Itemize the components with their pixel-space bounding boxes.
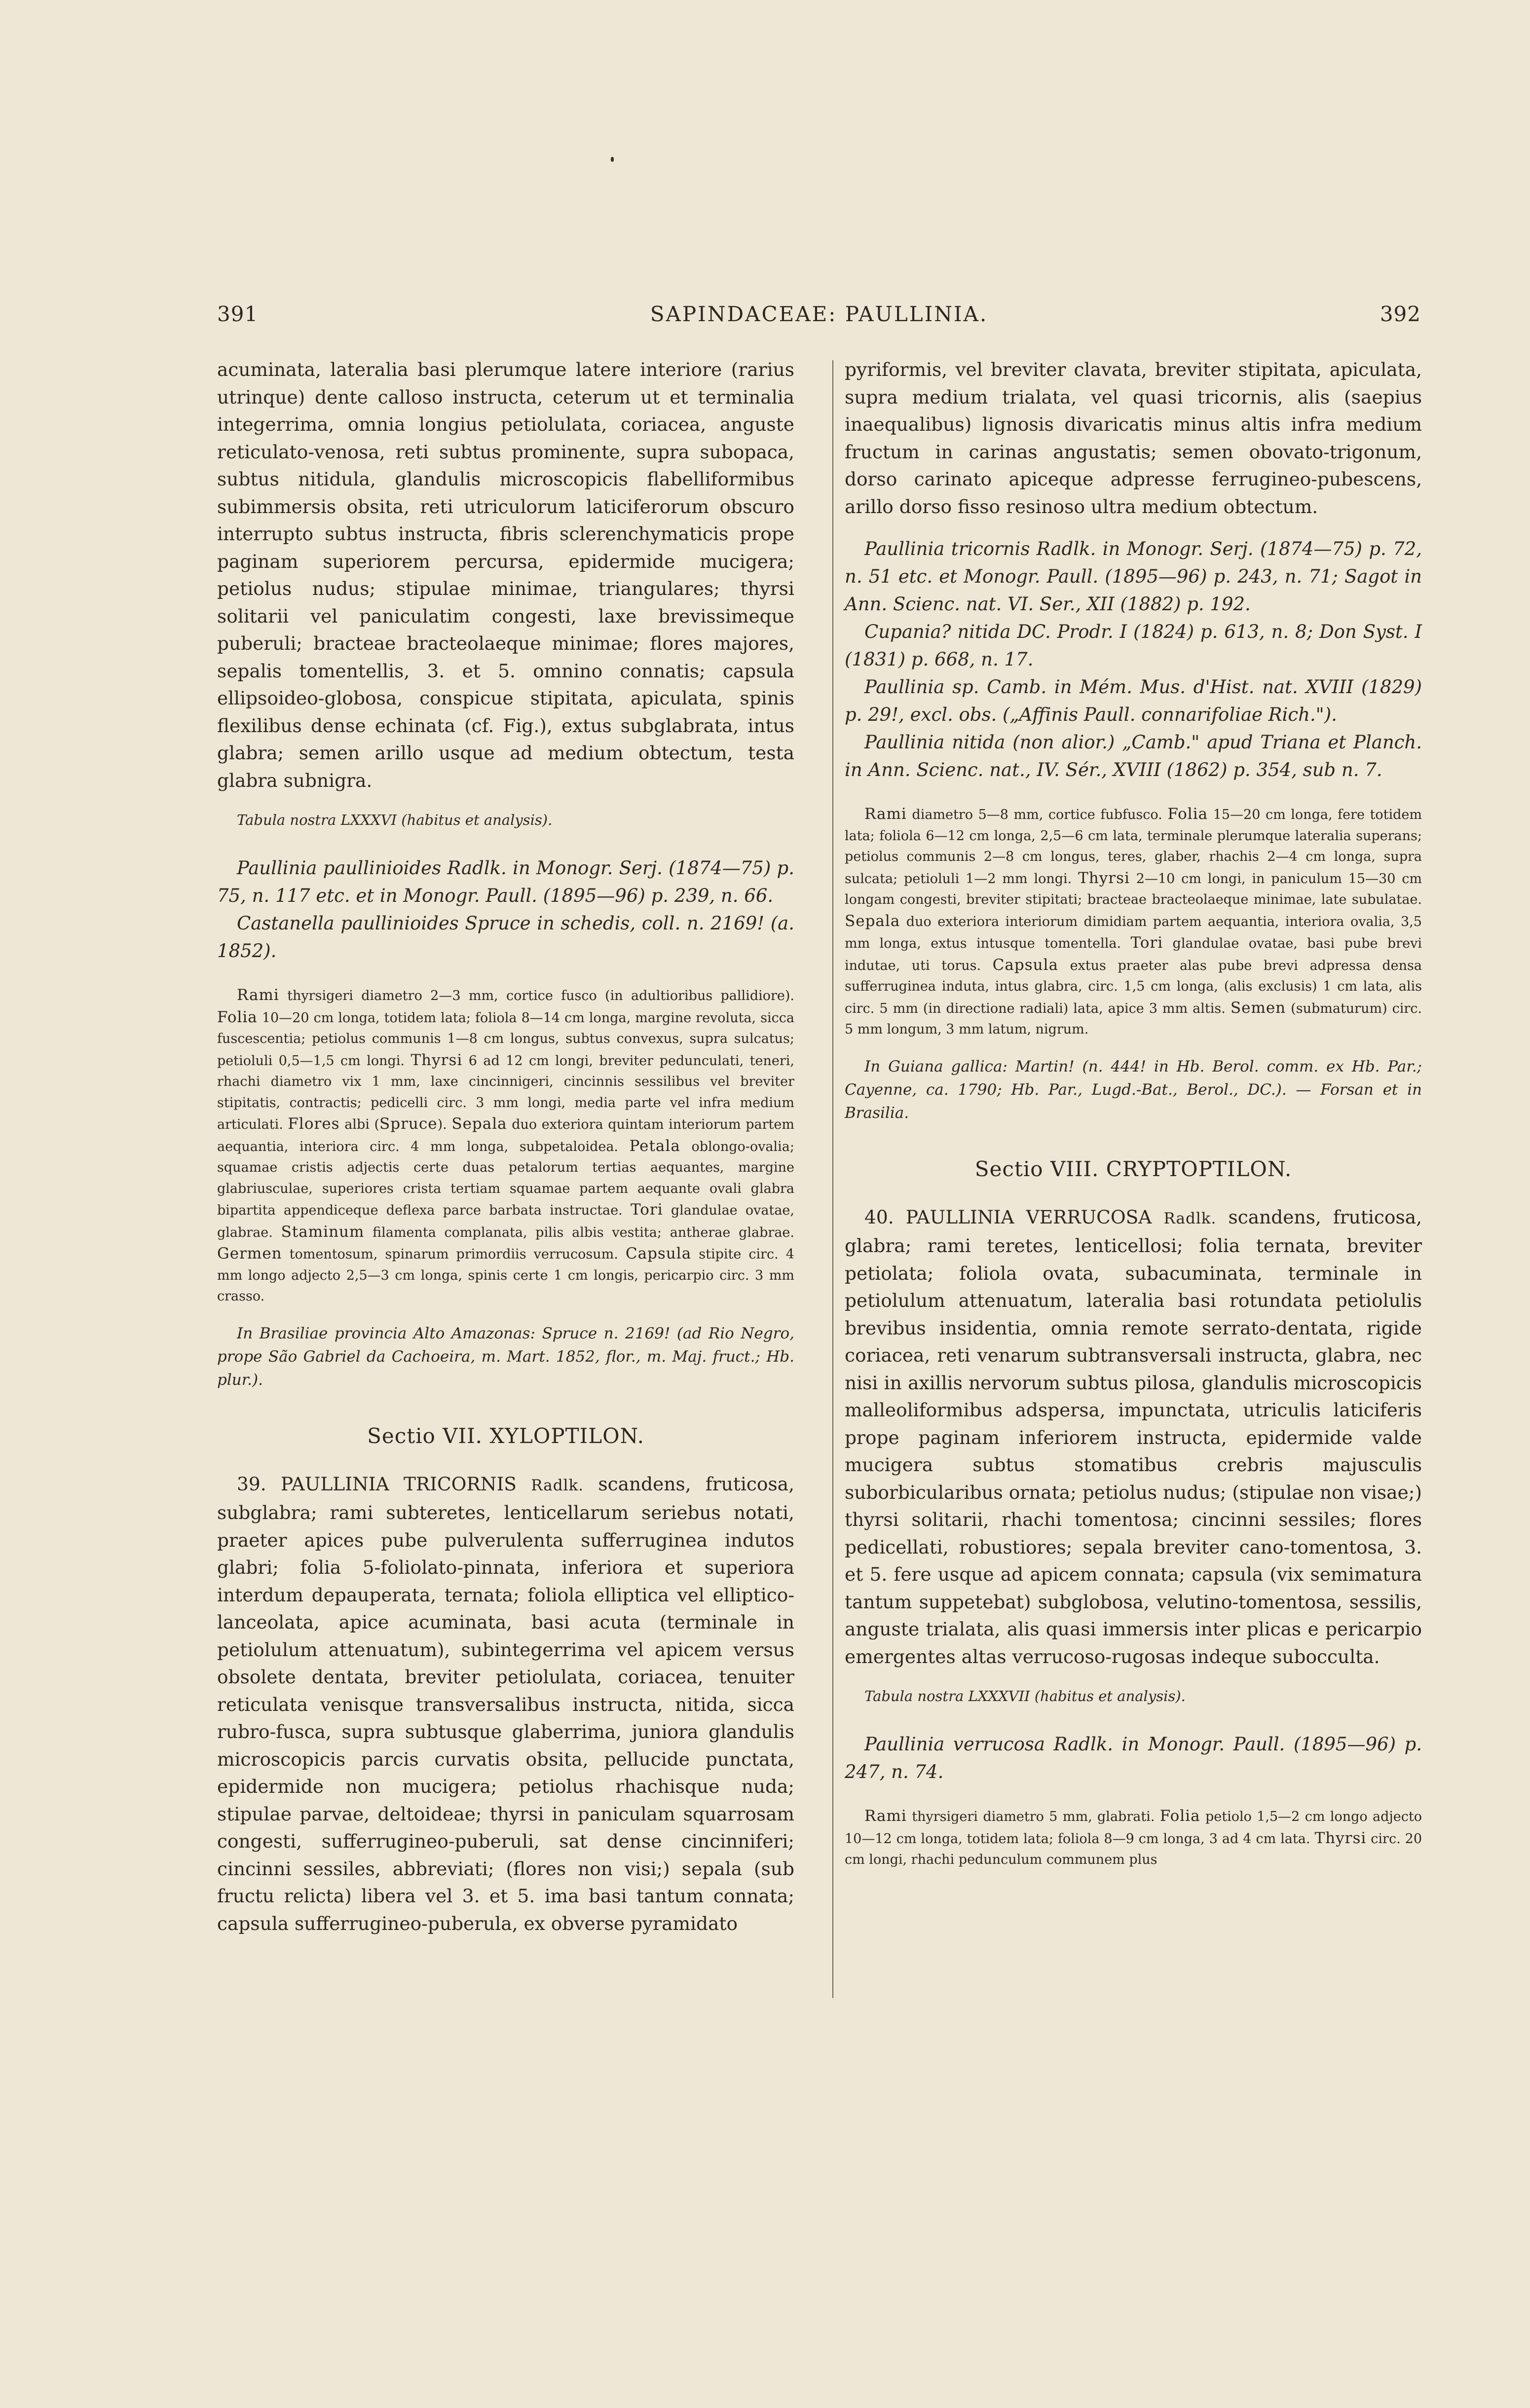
label-folia: Folia <box>1167 805 1208 823</box>
desc-staminum: filamenta complanata, pilis albis vestita; antherae glabrae. <box>364 1224 794 1240</box>
right-column <box>845 356 1422 1886</box>
species-40-description <box>845 1204 1422 1671</box>
left-locality: In Brasiliae provincia Alto Amazonas: Spruce n. 2169! (ad Rio Negro, prope São Gabriel da Cachoeira, m. Mart. 1852, flor., m. Maj. fruct.; Hb. plur.). <box>217 1324 794 1389</box>
left-citations <box>217 854 794 965</box>
desc-germen: tomentosum, spinarum primordiis verrucosum. <box>282 1247 626 1262</box>
desc-flores: albi ( <box>339 1117 380 1132</box>
label-thyrsi: Thyrsi <box>1078 869 1130 887</box>
citation: Paullinia sp. Camb. in Mém. Mus. d'Hist. nat. XVIII (1829) p. 29!, excl. obs. („Affinis Paull. connarifoliae Rich."). <box>845 676 1422 725</box>
right-description <box>845 804 1422 1040</box>
desc-tori: glandulae ovatae, basi pube brevi indutae, uti torus. <box>845 936 1422 973</box>
citation: Paullinia paullinioides Radlk. in Monogr. Serj. (1874—75) p. 75, n. 117 etc. et in Monogr. Paull. (1895—96) p. 239, n. 66. <box>217 857 794 906</box>
column-divider <box>832 360 833 1998</box>
label-petala: Petala <box>629 1137 680 1155</box>
label-thyrsi: Thyrsi <box>410 1051 463 1069</box>
desc-semen: (submaturum) circ. 5 mm longum, 3 mm latum, nigrum. <box>845 1000 1422 1037</box>
label-sepala: Sepala <box>845 912 900 930</box>
left-tabula-caption: Tabula nostra LXXXVI (habitus et analysis). <box>237 812 553 828</box>
desc-folia: 15—20 cm longa, fere totidem lata; foliola 6—12 cm longa, 2,5—6 cm lata, terminale plerumque lateralia superans; petiolus communis 2—8 cm longus, teres, glaber, rhachis 2—4 cm longa, supra sulcata; petioluli 1—2 mm longi. <box>845 807 1422 887</box>
species-40-author: Radlk. <box>1163 1209 1217 1227</box>
label-rami: Rami <box>237 986 279 1004</box>
desc-rami: diametro 5—8 mm, cortice fubfusco. <box>906 807 1168 822</box>
desc-folia: petiolo 1,5—2 cm longo adjecto 10—12 cm longa, totidem lata; foliola 8—9 cm longa, 3 ad 4 cm lata. <box>845 1809 1422 1847</box>
desc-capsula: extus praeter alas pube brevi adpressa densa sufferruginea induta, intus glabra, circ. 1,5 cm longa, (alis exclusis) 1 cm lata, alis circ. 5 mm (in directione radiali) lata, apice 3 mm altis. <box>845 958 1422 1016</box>
species-40-measurements <box>845 1806 1422 1871</box>
desc-sepala: duo exteriora interiorum dimidiam partem aequantia, interiora ovalia, 3,5 mm longa, extus intusque tomentella. <box>845 914 1422 951</box>
citation: Paullinia nitida (non alior.) „Camb." apud Triana et Planch. in Ann. Scienc. nat., IV. Sér., XVIII (1862) p. 354, sub n. 7. <box>845 732 1422 780</box>
page-number-right: 392 <box>1380 302 1421 326</box>
label-semen: Semen <box>1230 999 1286 1017</box>
label-rami: Rami <box>864 805 907 823</box>
label-rami: Rami <box>864 1807 907 1825</box>
desc-thyrsi: 2—10 cm longi, in paniculum 15—30 cm longam congesti, breviter stipitati; bracteae bracteolaeque minimae, late subulatae. <box>845 871 1422 907</box>
desc-capsula: stipite circ. 4 mm longo adjecto 2,5—3 cm longa, spinis certe 1 cm longis, pericarpio circ. 3 mm crasso. <box>217 1247 794 1304</box>
right-tabula-caption: Tabula nostra LXXXVII (habitus et analysis). <box>864 1688 1186 1704</box>
label-flores: Flores <box>288 1115 340 1133</box>
running-title: SAPINDACEAE: PAULLINIA. <box>650 302 988 326</box>
label-sepala: Sepala <box>451 1115 507 1133</box>
desc-rami: thyrsigeri diametro 2—3 mm, cortice fusco (in adultioribus pallidiore). <box>279 988 794 1003</box>
desc-petala: oblongo-ovalia; squamae cristis adjectis certe duas petalorum tertias aequantes, margine glabriusculae, superiores crista tertiam squamae partem aequante ovali glabra bipartita appendiceque deflexa parce barbata instructae. <box>217 1139 794 1218</box>
label-tori: Tori <box>630 1201 663 1219</box>
species-39-author: Radlk. <box>531 1476 584 1494</box>
label-tori: Tori <box>1130 934 1163 952</box>
left-description <box>217 985 794 1307</box>
desc-thyrsi: 6 ad 12 cm longi, breviter pedunculati, teneri, rhachi diametro vix 1 mm, laxe cincinnigeri, cincinnis sessilibus vel breviter stipitatis, contractis; pedicelli circ. 3 mm longi, media parte vel infra medium articulati. <box>217 1053 794 1132</box>
right-citations <box>845 535 1422 784</box>
desc-rami: thyrsigeri diametro 5 mm, glabrati. <box>906 1809 1160 1824</box>
section-title-viii: Sectio VIII. CRYPTOPTILON. <box>974 1156 1292 1181</box>
species-39-description <box>217 1471 794 1938</box>
species-39-number: 39. PAULLINIA TRICORNIS <box>237 1473 531 1495</box>
label-staminum: Staminum <box>281 1223 365 1241</box>
desc-tori: glandulae ovatae, glabrae. <box>217 1203 794 1240</box>
left-column <box>217 356 794 1952</box>
label-capsula: Capsula <box>625 1245 692 1262</box>
desc-flores-end: ). <box>437 1117 452 1132</box>
desc-folia: 10—20 cm longa, totidem lata; foliola 8—14 cm longa, margine revoluta, sicca fuscescentia; petiolus communis 1—8 cm longus, subtus convexus, supra sulcatus; petioluli 0,5—1,5 cm longi. <box>217 1010 794 1069</box>
citation-40: Paullinia verrucosa Radlk. in Monogr. Paull. (1895—96) p. 247, n. 74. <box>845 1734 1422 1782</box>
citation: Castanella paullinioides Spruce in schedis, coll. n. 2169! (a. 1852). <box>217 913 794 962</box>
label-folia: Folia <box>217 1008 258 1026</box>
page-number-left: 391 <box>217 302 259 326</box>
species-40-number: 40. PAULLINIA VERRUCOSA <box>864 1206 1164 1228</box>
label-capsula: Capsula <box>992 956 1058 974</box>
right-paragraph-1: pyriformis, vel breviter clavata, breviter stipitata, apiculata, supra medium trialata, vel quasi tricornis, alis (saepius inaequalibus) lignosis divaricatis minus altis infra medium fructum in carinas angustatis; semen obovato-trigonum, dorso carinato apiceque adpresse ferrugineo-pubescens, arillo dorso fisso resinoso ultra medium obtectum. <box>845 359 1422 518</box>
right-locality: In Guiana gallica: Martin! (n. 444! in Hb. Berol. comm. ex Hb. Par.; Cayenne, ca. 1790; Hb. Par., Lugd.-Bat., Berol., DC.). — Forsan et in Brasilia. <box>845 1057 1422 1122</box>
species-39-text: scandens, fruticosa, subglabra; rami subteretes, lenticellarum seriebus notati, praeter apices pube pulverulenta sufferruginea indutos glabri; folia 5-foliolato-pinnata, inferiora et superiora interdum depauperata, ternata; foliola elliptica vel elliptico-lanceolata, apice acuminata, basi acuta (terminale in petiolulum attenuatum), subintegerrima vel apicem versus obsolete dentata, breviter petiolulata, coriacea, tenuiter reticulata venisque transversalibus instructa, nitida, sicca rubro-fusca, supra subtusque glaberrima, juniora glandulis microscopicis parcis curvatis obsita, pellucide punctata, epidermide non mucigera; petiolus rhachisque nuda; stipulae parvae, deltoideae; thyrsi in paniculam squarrosam congesti, sufferrugineo-puberuli, sat dense cincinniferi; cincinni sessiles, abbreviati; (flores non visi;) sepala (sub fructu relicta) libera vel 3. et 5. ima basi tantum connata; capsula sufferrugineo-puberula, ex obverse pyramidato <box>217 1473 795 1934</box>
label-folia: Folia <box>1159 1807 1200 1825</box>
label-spruce: Spruce <box>379 1115 438 1133</box>
label-germen: Germen <box>217 1245 282 1262</box>
running-head <box>217 302 1421 332</box>
citation: Paullinia tricornis Radlk. in Monogr. Serj. (1874—75) p. 72, n. 51 etc. et Monogr. Paull. (1895—96) p. 243, n. 71; Sagot in Ann. Scienc. nat. VI. Ser., XII (1882) p. 192. <box>845 538 1422 615</box>
desc-sepala: duo exteriora quintam interiorum partem aequantia, interiora circ. 4 mm longa, subpetaloidea. <box>217 1117 794 1154</box>
desc-thyrsi: circ. 20 cm longi, rhachi pedunculum communem plus <box>845 1831 1422 1867</box>
left-paragraph-1: acuminata, lateralia basi plerumque latere interiore (rarius utrinque) dente calloso instructa, ceterum ut et terminalia integerrima, omnia longius petiolulata, coriacea, anguste reticulato-venosa, reti subtus prominente, supra subopaca, subtus nitidula, glandulis microscopicis flabelliformibus subimmersis obsita, reti utriculorum laticiferorum obscuro interrupto subtus instructa, fibris sclerenchymaticis prope paginam superiorem percursa, epidermide mucigera; petiolus nudus; stipulae minimae, triangulares; thyrsi solitarii vel paniculatim congesti, laxe brevissimeque puberuli; bracteae bracteolaeque minimae; flores majores, sepalis tomentellis, 3. et 5. omnino connatis; capsula ellipsoideo-globosa, conspicue stipitata, apiculata, spinis flexilibus dense echinata (cf. Fig.), extus subglabrata, intus glabra; semen arillo usque ad medium obtectum, testa glabra subnigra. <box>217 359 794 791</box>
species-40-text: scandens, fruticosa, glabra; rami teretes, lenticellosi; folia ternata, breviter petiolata; foliola ovata, subacuminata, terminale in petiolulum attenuatum, lateralia basi rotundata petiolulis brevibus insidentia, omnia remote serrato-dentata, rigide coriacea, reti venarum subtransversali instructa, glabra, nec nisi in axillis nervorum subtus pilosa, glandulis microscopicis malleoliformibus adspersa, impunctata, utriculis laticiferis prope paginam inferiorem instructa, epidermide valde mucigera subtus stomatibus crebris majusculis suborbicularibus ornata; petiolus nudus; (stipulae non visae;) thyrsi solitarii, rhachi tomentosa; cincinni sessiles; flores pedicellati, robustiores; sepala breviter cano-tomentosa, 3. et 5. fere usque ad apicem connata; capsula (vix semimatura tantum suppetebat) subglobosa, velutino-tomentosa, sessilis, anguste trialata, alis quasi immersis inter plicas e pericarpio emergentes altas verrucoso-rugosas indeque subocculta. <box>845 1206 1422 1667</box>
citation: Cupania? nitida DC. Prodr. I (1824) p. 613, n. 8; Don Syst. I (1831) p. 668, n. 17. <box>845 621 1422 670</box>
ink-speck <box>611 157 614 162</box>
label-thyrsi: Thyrsi <box>1314 1829 1367 1847</box>
section-title-vii: Sectio VII. XYLOPTILON. <box>367 1423 644 1448</box>
